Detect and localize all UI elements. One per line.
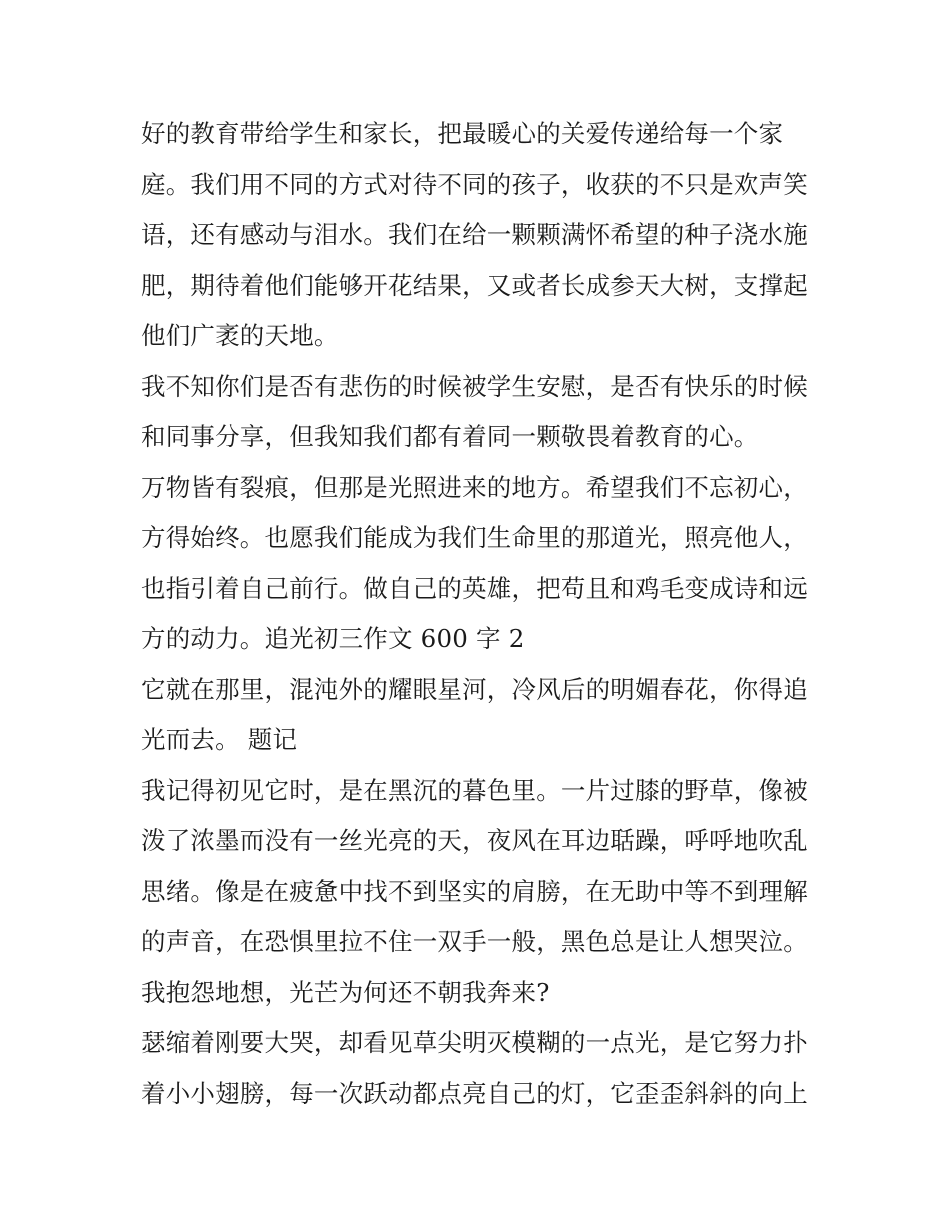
text-line: 庭。我们用不同的方式对待不同的孩子，收获的不只是欢声笑 — [141, 169, 808, 199]
text-line: 思绪。像是在疲惫中找不到坚实的肩膀，在无助中等不到理解 — [141, 876, 808, 906]
text-line: 他们广袤的天地。 — [141, 321, 339, 350]
text-line: 万物皆有裂痕，但那是光照进来的地方。希望我们不忘初心， — [141, 472, 808, 502]
text-line: 也指引着自己前行。做自己的英雄，把苟且和鸡毛变成诗和远 — [141, 573, 808, 603]
text-line: 我不知你们是否有悲伤的时候被学生安慰，是否有快乐的时候 — [141, 371, 808, 401]
text-line: 瑟缩着刚要大哭，却看见草尖明灭模糊的一点光，是它努力扑 — [141, 1028, 808, 1057]
text-line: 的声音，在恐惧里拉不住一双手一般，黑色总是让人想哭泣。 — [141, 927, 808, 956]
text-line: 光而去。 题记 — [141, 725, 298, 754]
text-line: 它就在那里，混沌外的耀眼星河，冷风后的明媚春花，你得追 — [141, 674, 808, 704]
text-line: 方的动力。追光初三作文 600 字 2 — [141, 624, 525, 653]
text-line: 着小小翅膀，每一次跃动都点亮自己的灯，它歪歪斜斜的向上 — [141, 1078, 808, 1108]
text-line: 我抱怨地想，光芒为何还不朝我奔来? — [141, 977, 550, 1007]
text-line: 泼了浓墨而没有一丝光亮的天，夜风在耳边聒躁，呼呼地吹乱 — [141, 826, 808, 855]
text-line: 好的教育带给学生和家长，把最暖心的关爱传递给每一个家 — [141, 119, 784, 148]
text-line: 肥，期待着他们能够开花结果，又或者长成参天大树，支撑起 — [141, 270, 808, 300]
text-line: 我记得初见它时，是在黑沉的暮色里。一片过膝的野草，像被 — [141, 775, 808, 805]
text-line: 和同事分享，但我知我们都有着同一颗敬畏着教育的心。 — [141, 422, 759, 451]
document-body — [141, 109, 821, 1119]
text-line: 方得始终。也愿我们能成为我们生命里的那道光，照亮他人， — [141, 523, 808, 552]
text-line: 语，还有感动与泪水。我们在给一颗颗满怀希望的种子浇水施 — [141, 220, 808, 249]
